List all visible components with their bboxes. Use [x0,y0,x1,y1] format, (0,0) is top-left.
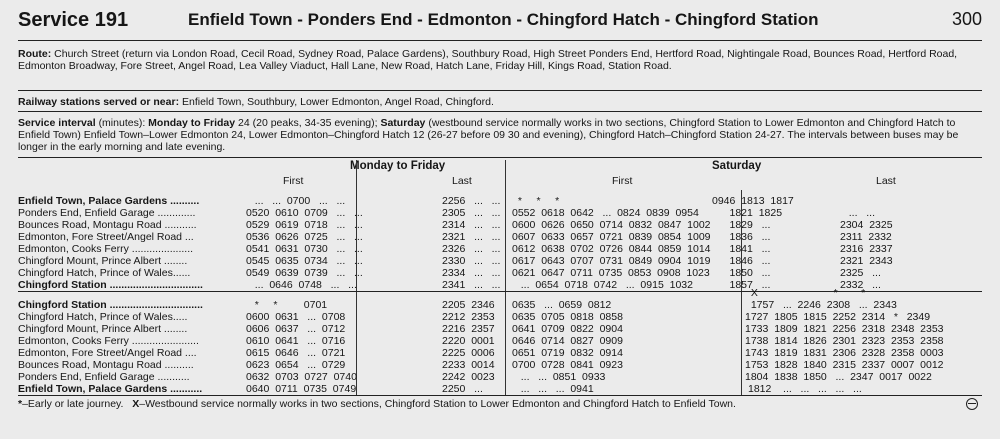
stop-name: Chingford Hatch, Prince of Wales..... [18,311,188,323]
divider [18,395,982,396]
service-interval [18,117,982,153]
header [18,9,982,35]
time-row: 0635 0705 0818 0858 [512,311,623,323]
stop-name: Chingford Mount, Prince Albert ........ [18,255,188,267]
time-row: 0541 0631 0730 ... ... [246,243,363,255]
time-row: 0700 0728 0841 0923 [512,359,623,371]
footnote [18,398,982,410]
time-row: 0545 0635 0734 ... ... [246,255,363,267]
time-row: 2311 2332 [840,231,892,243]
westbound-stop-list [18,299,203,395]
westbound-saturday-extra: 1812 ... ... ... ... ... [748,383,862,395]
divider [18,90,982,91]
eastbound-saturday-last [840,195,893,291]
time-row: 1804 1838 1850 ... 2347 0017 0022 [745,371,932,383]
time-row: ... 0654 0718 0742 ... 0915 1032 [512,279,693,291]
time-row: * * * [512,195,560,207]
saturday-interval-label: Saturday [380,117,426,129]
time-row: 1841 ... [712,243,771,255]
time-row: 0600 0631 ... 0708 [246,311,346,323]
time-row: 2304 2325 [840,219,893,231]
time-row: 2220 0001 [442,335,495,347]
time-row: 1829 ... [712,219,771,231]
time-row: ... ... 0851 0933 [512,371,606,383]
railway-text: Enfield Town, Southbury, Lower Edmonton, Angel Road, Chingford. [182,96,494,108]
footnote-text-x: –Westbound service normally works in two sections, Chingford Station to Lower Edmonton and Chingford Hatch to Enfield Town. [139,398,736,410]
eastbound-weekday-first [246,195,363,291]
route-title: Enfield Town - Ponders End - Edmonton - Chingford Hatch - Chingford Station [188,10,819,29]
time-row: 0641 0709 0822 0904 [512,323,623,335]
page-number: 300 [951,9,982,29]
time-row: 2326 ... ... [442,243,501,255]
interval-units: (minutes): [98,117,146,129]
time-row: 0632 0703 0727 0740 [246,371,357,383]
time-row: 0640 0711 0735 0749 [246,383,357,395]
divider [18,111,982,112]
saturday-heading: Saturday [712,160,762,172]
time-row: 0552 0618 0642 ... 0824 0839 0954 [512,207,699,219]
time-row: 2233 0014 [442,359,495,371]
weekday-interval-text: 24 (20 peaks, 34-35 evening); [238,117,378,129]
westbound-saturday-first [512,299,623,395]
time-row: 2316 2337 [840,243,893,255]
railway-label: Railway stations served or near: [18,96,180,108]
time-row: 1743 1819 1831 2306 2328 2358 0003 [745,347,944,359]
stop-name: Bounces Road, Montagu Road .......... [18,359,194,371]
time-row: 0635 ... 0659 0812 [512,299,612,311]
westbound-saturday-last [745,287,944,383]
time-row: ... ... [840,207,876,219]
time-row: 0623 0654 ... 0729 [246,359,346,371]
time-row: 2321 2343 [840,255,893,267]
footnote-mark-x: X [132,398,140,410]
time-row: 0549 0639 0739 ... ... [246,267,363,279]
stop-name: Chingford Mount, Prince Albert ........ [18,323,188,335]
time-row: 1753 1828 1840 2315 2337 0007 0012 [745,359,944,371]
time-row: 2205 2346 [442,299,495,311]
eastbound-saturday-mid [712,195,794,291]
time-row: 0651 0719 0832 0914 [512,347,623,359]
time-row: 2216 2357 [442,323,495,335]
divider [18,157,982,158]
stop-name: Edmonton, Fore Street/Angel Road .... [18,347,197,359]
westbound-weekday-first [246,299,357,395]
column-divider [505,160,506,396]
time-row: 1738 1814 1826 2301 2323 2353 2358 [745,335,944,347]
time-row: 2250 ... [442,383,483,395]
eastbound-weekday-last [442,195,500,291]
time-row: 2225 0006 [442,347,495,359]
time-row: 1733 1809 1821 2256 2318 2348 2353 [745,323,944,335]
time-row: 0606 0637 ... 0712 [246,323,346,335]
time-row: 2305 ... ... [442,207,501,219]
time-row: 2321 ... ... [442,231,501,243]
divider [18,40,982,41]
service-number: Service 191 [18,9,129,31]
route-description [18,48,982,72]
stop-name: Enfield Town, Palace Gardens .......... [18,195,200,207]
westbound-weekday-last [442,299,495,395]
time-row: 2330 ... ... [442,255,501,267]
time-row: 1846 ... [712,255,771,267]
time-row: 2334 ... ... [442,267,501,279]
eastbound-saturday-first [512,195,711,291]
time-row: 2341 ... ... [442,279,501,291]
eastbound-stop-list [18,195,203,291]
time-row: 1821 1825 [712,207,783,219]
time-row: 0646 0714 0827 0909 [512,335,623,347]
time-row: 2314 ... ... [442,219,501,231]
time-row: 0520 0610 0709 ... ... [246,207,363,219]
time-row: 2332 ... [840,279,881,291]
railway-stations [18,96,982,108]
time-row: 1757 ... 2246 2308 ... 2343 [745,299,897,311]
time-row [840,195,893,207]
time-row: 0621 0647 0711 0735 0853 0908 1023 [512,267,710,279]
time-row: 2212 2353 [442,311,495,323]
footnote-text-early: –Early or late journey. [22,398,124,410]
time-row: 0610 0641 ... 0716 [246,335,346,347]
time-row: 0617 0643 0707 0731 0849 0904 1019 [512,255,711,267]
time-row: ... ... ... 0941 [512,383,594,395]
stop-name: Edmonton, Cooks Ferry ....................... [18,335,199,347]
time-row: 0615 0646 ... 0721 [246,347,346,359]
interval-label: Service interval [18,117,96,129]
route-label: Route: [18,48,52,60]
time-row: 2325 ... [840,267,881,279]
stop-name: Chingford Station ................................ [18,279,203,291]
saturday-last-label: Last [876,175,896,187]
weekday-last-label: Last [452,175,472,187]
time-row: ... ... 0700 ... ... [246,195,346,207]
saturday-interval-text: (westbound service normally works in two sections, Chingford Station to Lower Edmonton and Chingford Hatch to Enfield Town) Enfield Town–Lower Edmonton 24, Lower Edmonton–Chingford Hatch 12 (26-27 before 09 30 and evening), Chingford Hatch–Chingford Station 24-27. The intervals between buses may be longer in the early morning and late evening. [18,117,959,153]
footnote-mark-early: * [18,398,23,410]
stop-name: Chingford Hatch, Prince of Wales...... [18,267,191,279]
weekday-interval-label: Monday to Friday [148,117,236,129]
time-row: 0600 0626 0650 0714 0832 0847 1002 [512,219,711,231]
stop-name: Edmonton, Cooks Ferry ..................... [18,243,194,255]
time-row: 0612 0638 0702 0726 0844 0859 1014 [512,243,711,255]
stop-name: Chingford Station ................................ [18,299,203,311]
time-row: 0946 1813 1817 [712,195,794,207]
route-text: Church Street (return via London Road, Cecil Road, Sydney Road, Palace Gardens), Southbury Road, High Street Ponders End, Hertford Road, Nightingale Road, Bounces Road, Hertford Road, Edmonton Broadway, Fore Street, Angel Road, Lea Valley Viaduct, Hall Lane, New Road, Hatch Lane, Friday Hill, Kings Road, Station Road. [18,48,958,72]
stop-name: Ponders End, Enfield Garage ............. [18,207,196,219]
weekday-heading: Monday to Friday [350,160,446,172]
stop-name: Enfield Town, Palace Gardens ........... [18,383,203,395]
time-row: 1857 ... [712,279,771,291]
time-row: * * 0701 [246,299,328,311]
stop-name: Edmonton, Fore Street/Angel Road ... [18,231,194,243]
time-row: 0607 0633 0657 0721 0839 0854 1009 [512,231,711,243]
stop-name: Bounces Road, Montagu Road ........... [18,219,197,231]
time-row: 1850 ... [712,267,771,279]
time-row: 0529 0619 0718 ... ... [246,219,363,231]
london-transport-roundel-icon [966,398,978,410]
weekday-first-label: First [283,175,304,187]
saturday-first-label: First [612,175,633,187]
time-row: 1727 1805 1815 2252 2314 * 2349 [745,311,931,323]
time-row: 0536 0626 0725 ... ... [246,231,363,243]
time-row: X * * [745,287,866,299]
time-row: 2242 0023 [442,371,495,383]
time-row: 1836 ... [712,231,771,243]
stop-name: Ponders End, Enfield Garage ........... [18,371,190,383]
time-row: 2256 ... ... [442,195,501,207]
time-row: ... 0646 0748 ... ... [246,279,357,291]
